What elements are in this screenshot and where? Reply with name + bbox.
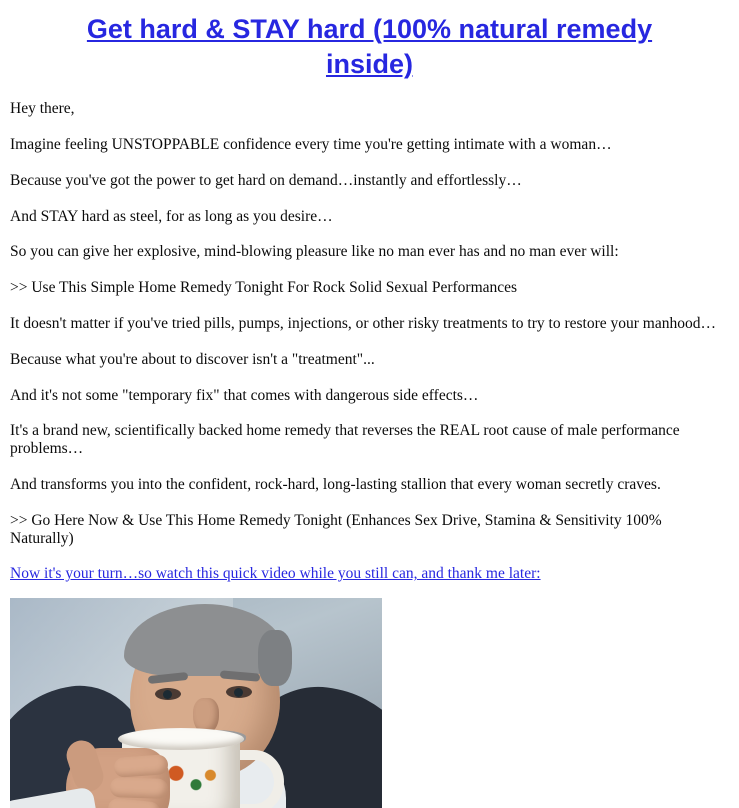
paragraph: And transforms you into the confident, rock-hard, long-lasting stallion that every woman secretly craves. [10,476,661,494]
headline-link[interactable]: Get hard & STAY hard (100% natural remedy inside) [86,14,653,79]
media-block [0,592,739,808]
photo-finger [110,777,169,799]
video-cta-link-text[interactable]: Now it's your turn…so watch this quick video while you still can, and thank me later: [10,565,541,583]
paragraph: Because you've got the power to get hard on demand…instantly and effortlessly… [10,171,522,189]
page-title [0,0,739,81]
paragraph: And STAY hard as steel, for as long as you desire… [10,207,333,225]
paragraph: Hey there, [10,100,75,118]
paragraph: Because what you're about to discover isn't a "treatment"... [10,350,375,368]
paragraph: So you can give her explosive, mind-blowing pleasure like no man ever has and no man ever will: [10,243,619,261]
video-thumbnail-image[interactable] [10,598,382,808]
paragraph-cta-remedy: >> Use This Simple Home Remedy Tonight For Rock Solid Sexual Performances [10,279,518,297]
paragraph: It's a brand new, scientifically backed home remedy that reverses the REAL root cause of male performance problems… [10,422,680,458]
video-cta-link[interactable] [10,556,729,592]
paragraph: It doesn't matter if you've tried pills, pumps, injections, or other risky treatments to try to restore your manhood… [10,314,716,332]
paragraph: Imagine feeling UNSTOPPABLE confidence every time you're getting intimate with a woman… [10,135,612,153]
paragraph: And it's not some "temporary fix" that comes with dangerous side effects… [10,386,479,404]
paragraph-cta-gohere: >> Go Here Now & Use This Home Remedy Tonight (Enhances Sex Drive, Stamina & Sensitivity 100% Naturally) [10,511,662,547]
message-body [0,81,739,592]
